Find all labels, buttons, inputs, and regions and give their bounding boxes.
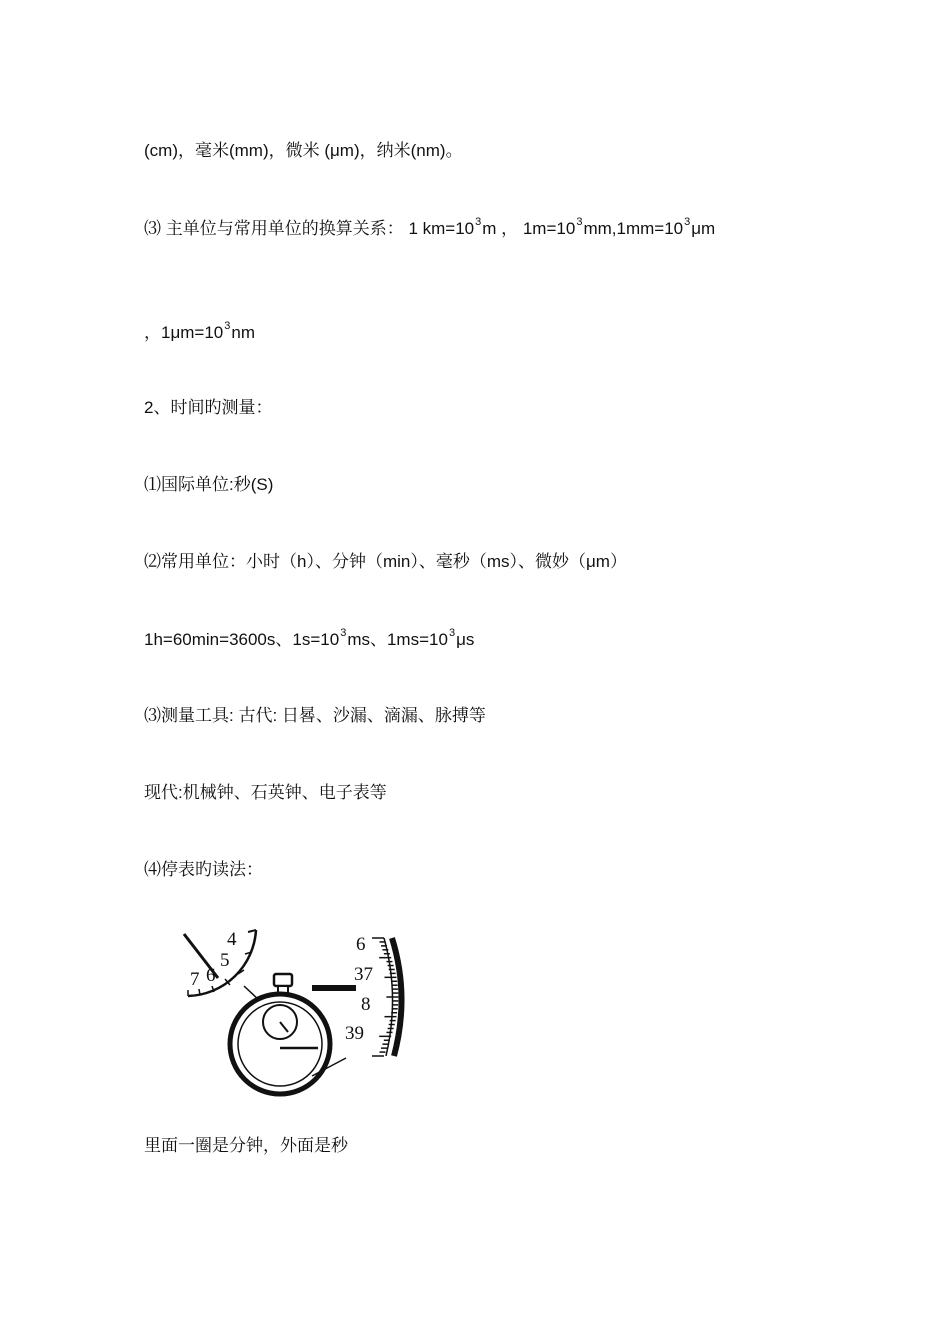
minute-label: 7 [190, 969, 200, 990]
second-label: 8 [361, 994, 371, 1015]
text-line-ancient-tools: ⑶测量工具: 古代: 日晷、沙漏、滴漏、脉搏等 [144, 706, 486, 725]
stopwatch-figure [178, 922, 428, 1104]
second-label: 37 [354, 964, 373, 985]
minute-label: 5 [220, 950, 230, 971]
text-line-units: (cm)，毫米(mm)，微米 (μm)，纳米(nm)。 [144, 141, 463, 160]
second-label: 6 [356, 934, 366, 955]
exponent: 3 [576, 216, 583, 228]
minute-label: 4 [227, 929, 237, 950]
text-line-si-unit: ⑴国际单位:秒(S) [144, 475, 274, 494]
minute-label: 6 [206, 965, 216, 986]
section-heading-time: 2、时间旳测量： [144, 398, 273, 417]
second-label: 39 [345, 1023, 364, 1044]
crown-button [274, 974, 292, 986]
exponent: 3 [684, 216, 691, 228]
text-line-conversion-cont: ，$1\mu m=10^3nm$ [144, 320, 255, 342]
text-line-caption: 里面一圈是分钟，外面是秒 [144, 1136, 348, 1155]
exponent: 3 [475, 216, 482, 228]
text-line-time-conversion: 1h=60min=3600s、$1s=10^3ms$、$1ms=10^3\mu s$ [144, 627, 475, 649]
text-line-common-units: ⑵常用单位：小时（h）、分钟（min）、毫秒（ms）、微妙（μm） [144, 552, 627, 571]
stopwatch-illustration [178, 922, 428, 1104]
text-line-conversion: ⑶ 主单位与常用单位的换算关系： 1 $km=10^3m$ ， $1m=10^3mm,1mm=10^3\mu m$ [144, 216, 716, 238]
text-line-stopwatch-reading: ⑷停表旳读法： [144, 860, 263, 879]
exponent: 3 [340, 627, 347, 639]
second-pointer [312, 985, 356, 991]
text-line-modern-tools: 现代:机械钟、石英钟、电子表等 [144, 783, 387, 802]
exponent: 3 [448, 627, 456, 639]
exponent: 3 [224, 320, 231, 332]
